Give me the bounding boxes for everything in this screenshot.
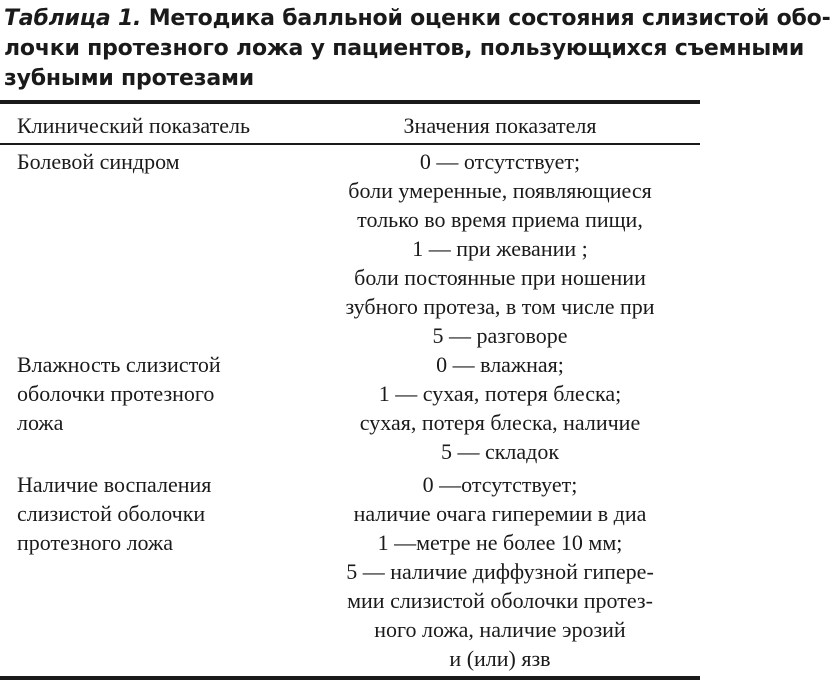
value-line: зубного протеза, в том числе при [345, 294, 655, 319]
row-indicator [17, 470, 277, 557]
row-indicator [17, 147, 277, 176]
table-top-rule [0, 100, 700, 104]
indicator-line: оболочки протезного [17, 381, 215, 406]
value-line: 1 — сухая, потеря блеска; [378, 381, 622, 406]
header-values: Значения показателя [403, 113, 597, 138]
value-line: 5 — наличие диффузной гипере- [346, 559, 654, 584]
row-values [300, 470, 700, 673]
indicator-line: Влажность слизистой [17, 352, 221, 377]
header-rule [0, 143, 700, 145]
value-line: 5 — разговоре [432, 323, 568, 348]
indicator-line: Наличие воспаления [17, 472, 212, 497]
value-line: ного ложа, наличие эрозий [374, 617, 626, 642]
value-line: мии слизистой оболочки протез- [347, 588, 653, 613]
row-indicator [17, 350, 277, 437]
caption-line-1 [4, 4, 831, 34]
value-line: боли постоянные при ношении [354, 265, 646, 290]
row-values [300, 147, 700, 350]
value-line: наличие очага гиперемии в диа [353, 501, 647, 526]
value-line: и (или) язв [449, 646, 551, 671]
row-values [300, 350, 700, 466]
indicator-line: ложа [17, 410, 64, 435]
caption-line-3: зубными протезами [4, 66, 254, 91]
value-line: 5 — складок [440, 439, 560, 464]
caption-title-start: Методика балльной оценки состояния слизистой обо- [141, 6, 831, 31]
value-line: 0 — влажная; [436, 352, 564, 377]
indicator-line: протезного ложа [17, 530, 173, 555]
value-line: 0 —отсутствует; [422, 472, 578, 497]
indicator-line: Болевой синдром [17, 149, 180, 174]
table-caption [4, 4, 831, 94]
caption-line-2: лочки протезного ложа у пациентов, пользующихся съемными [4, 36, 805, 61]
value-line: 0 — отсутствует; [419, 149, 581, 174]
value-line: только во время приема пищи, [357, 207, 643, 232]
value-line: 1 — при жевании ; [412, 236, 588, 261]
value-line: боли умеренные, появляющиеся [348, 178, 652, 203]
header-indicator: Клинический показатель [17, 113, 251, 138]
indicator-line: слизистой оболочки [17, 501, 206, 526]
caption-label: Таблица 1. [4, 6, 142, 31]
value-line: сухая, потеря блеска, наличие [359, 410, 641, 435]
value-line: 1 —метре не более 10 мм; [377, 530, 623, 555]
table-bottom-rule [0, 676, 700, 680]
